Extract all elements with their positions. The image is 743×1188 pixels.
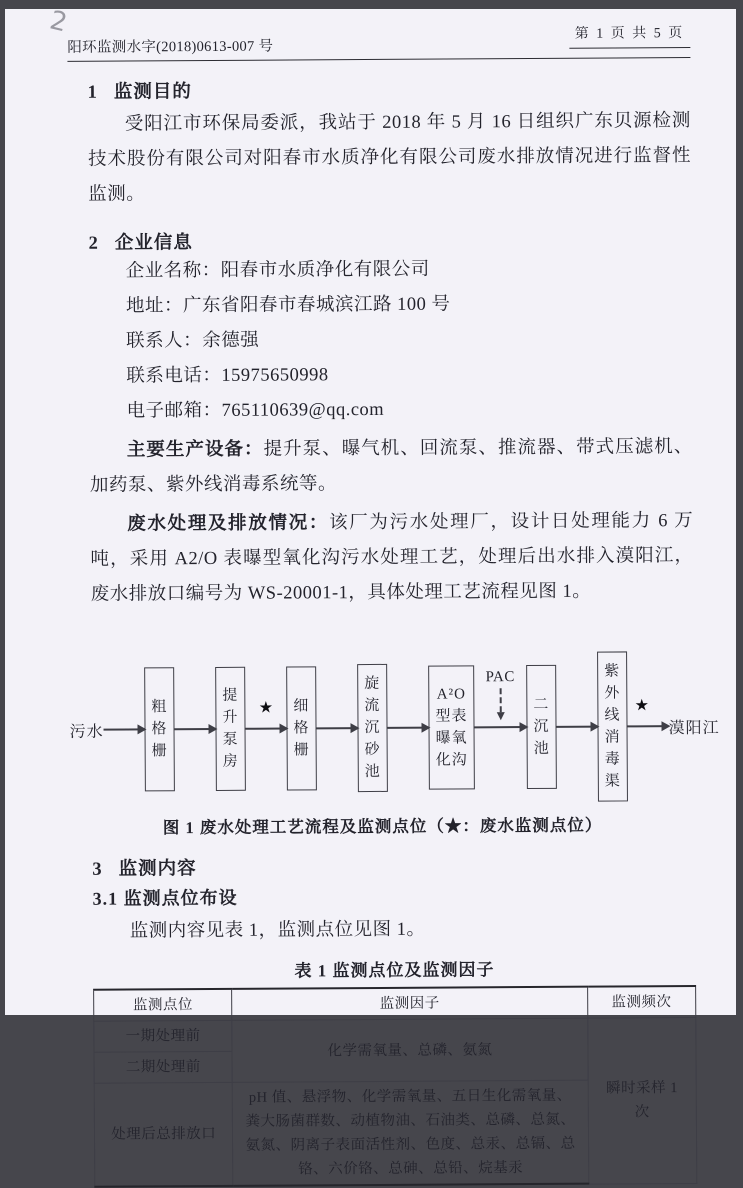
flow-arrow-icon [175, 728, 216, 730]
pac-dashed-line-icon [499, 688, 501, 712]
phone-label: 联系电话： [126, 365, 222, 387]
email-label: 电子邮箱： [126, 400, 222, 422]
section-1-title: 监测目的 [113, 82, 192, 103]
contact-line [89, 321, 692, 360]
influent-label: 污水 [69, 723, 104, 741]
contact-label: 联系人： [126, 331, 203, 352]
page-indicator: 第 1 页 共 5 页 [569, 22, 691, 49]
point-phase1: 一期处理前 [94, 1020, 233, 1052]
flow-arrow-icon [246, 697, 287, 730]
wastewater-paragraph [90, 504, 694, 613]
factors-outlet: pH 值、悬浮物、化学需氧量、五日生化需氧量、粪大肠菌群数、动植物油、石油类、总磷、总氮、氨氮、阴离子表面活性剂、色度、总汞、总镉、总铬、六价铬、总砷、总铅、烷基汞 [233, 1080, 589, 1186]
process-flow-diagram [69, 611, 720, 805]
flow-arrow-icon [475, 669, 527, 728]
process-flow-figure [69, 611, 720, 839]
document-sheet [2, 7, 740, 1188]
section-3-title: 监测内容 [118, 859, 197, 880]
figure-caption: 图 1 废水处理工艺流程及监测点位（★：废水监测点位） [162, 815, 603, 838]
email-line [89, 391, 692, 430]
company-name-line [89, 251, 692, 290]
frequency-cell: 瞬时采样 1 次 [587, 1018, 696, 1184]
section-2-title: 企业信息 [114, 233, 193, 254]
box-coarse-screen: 粗 格 栅 [144, 667, 175, 791]
header-monitoring-factor: 监测因子 [232, 987, 587, 1021]
effluent-label: 漠阳江 [668, 719, 720, 737]
doc-number: 阳环监测水字(2018)0613-007 号 [67, 38, 274, 56]
box-fine-screen: 细 格 栅 [286, 666, 317, 790]
factors-phase12: 化学需氧量、总磷、氨氮 [232, 1018, 588, 1082]
equipment-paragraph [90, 430, 693, 504]
point-phase2: 二期处理前 [94, 1051, 233, 1083]
wastewater-label: 废水处理及排放情况： [127, 513, 330, 535]
box-oxidation-ditch: A²O 型表 曝氧 化沟 [428, 665, 475, 789]
phone-value: 15975650998 [221, 365, 329, 386]
scanned-page [5, 5, 736, 1178]
table-header-row [94, 986, 696, 1021]
box-lift-pump-house: 提 升 泵 房 [215, 667, 246, 791]
table-caption: 表 1 监测点位及监测因子 [294, 960, 495, 981]
section-3-heading [92, 851, 695, 881]
section-3-number: 3 [92, 859, 103, 880]
table-row [94, 1018, 696, 1053]
monitoring-star-icon: ★ [258, 697, 274, 717]
flow-arrow-icon [317, 727, 358, 729]
flow-arrow-icon [628, 695, 669, 727]
handwritten-mark: 2 [46, 5, 71, 39]
header-monitoring-frequency: 监测频次 [587, 986, 696, 1018]
section-2-heading [88, 225, 691, 255]
header-monitoring-point: 监测点位 [94, 989, 233, 1021]
flow-arrow-icon [104, 728, 145, 730]
pac-arrowhead-icon [496, 712, 504, 720]
point-outlet: 处理后总排放口 [94, 1082, 233, 1186]
section-1-heading [88, 74, 691, 104]
equipment-text: 提升泵、曝气机、回流泵、推流器、带式压滤机、加药泵、紫外线消毒系统等。 [89, 437, 693, 496]
box-secondary-clarifier: 二 沉 池 [526, 665, 557, 789]
box-uv-disinfection-channel: 紫 外 线 消 毒 渠 [597, 651, 628, 801]
monitoring-table [93, 985, 697, 1188]
pac-dosing-arrow [486, 669, 516, 720]
section-1-number: 1 [87, 82, 98, 103]
wastewater-text: 该厂为污水处理厂，设计日处理能力 6 万吨，采用 A2/O 表曝型氧化沟污水处理工艺，处理后出水排入漠阳江，废水排放口编号为 WS-20001-1，具体处理工艺流程见图 1。 [90, 511, 694, 605]
document-header [67, 27, 690, 62]
section-1-paragraph: 受阳江市环保局委派，我站于 2018 年 5 月 16 日组织广东贝源检测技术股份有限公司对阳春市水质净化有限公司废水排放情况进行监督性监测。 [87, 111, 692, 205]
company-name-label: 企业名称： [125, 260, 221, 282]
section-3-1-heading: 3.1 监测点位布设 [92, 887, 238, 909]
email-value: 765110639@qq.com [221, 399, 385, 421]
address-label: 地址： [125, 296, 184, 317]
contact-value: 余德强 [202, 330, 260, 352]
pac-label: PAC [485, 669, 515, 686]
section-2-number: 2 [88, 233, 99, 254]
address-value: 广东省阳春市春城滨江路 100 号 [182, 294, 451, 317]
address-line [89, 286, 692, 325]
monitoring-star-icon: ★ [634, 695, 649, 715]
phone-line [89, 356, 692, 395]
company-name-value: 阳春市水质净化有限公司 [220, 259, 430, 281]
flow-arrow-icon [557, 726, 598, 728]
equipment-label: 主要生产设备： [126, 439, 264, 461]
box-grit-chamber: 旋 流 沉 砂 池 [357, 664, 388, 792]
flow-arrow-icon [388, 727, 429, 729]
section-3-paragraph: 监测内容见表 1，监测点位见图 1。 [129, 919, 426, 942]
